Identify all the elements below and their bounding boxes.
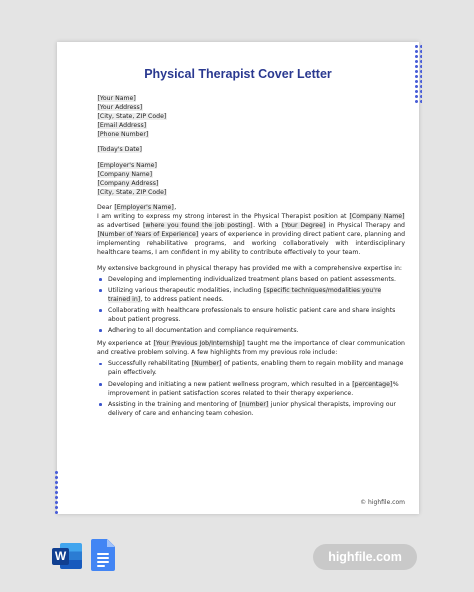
google-docs-icon[interactable] — [91, 539, 115, 571]
sender-city: [City, State, ZIP Code] — [97, 113, 167, 121]
sender-phone: [Phone Number] — [97, 131, 149, 139]
sender-name: [Your Name] — [97, 95, 136, 102]
document-title: Physical Therapist Cover Letter — [144, 67, 332, 81]
recipient-company: [Company Name] — [97, 170, 152, 178]
recipient-name: [Employer's Name] — [97, 161, 157, 169]
list-item: Developing and initiating a new patient wellness program, which resulted in a [percentage]% improvement in patient satisfaction scores related to their therapy experience. — [97, 380, 405, 398]
recipient-city: [City, State, ZIP Code] — [97, 188, 167, 196]
decorative-dots — [414, 44, 422, 104]
sender-address: [Your Address] — [97, 104, 143, 112]
brand-badge[interactable]: highfile.com — [313, 544, 417, 570]
paragraph-intro: I am writing to express my strong interest in the Physical Therapist position at [Company Name] as advertised [where you found the job posting]. With a [Your Degree] in Physical Therapy and [Number of Years of Experience] years of experience in providing direct patient care, planning and implementing rehabilitative programs, and working collaboratively with interdisciplinary healthcare teams, I am confident in my ability to contribute effectively to your team. — [97, 213, 405, 257]
recipient-block — [97, 161, 405, 197]
page-footer: © highfile.com — [360, 499, 405, 506]
list-item: Assisting in the training and mentoring of [number] junior physical therapists, improving our delivery of care and enhancing team cohesion. — [97, 400, 405, 418]
paragraph-experience: My experience at [Your Previous Job/Internship] taught me the importance of clear communication and creative problem solving. A few highlights from my previous role include: — [97, 340, 405, 357]
salutation: Dear [Employer's Name], — [97, 203, 177, 211]
letter-body — [97, 94, 405, 422]
recipient-address: [Company Address] — [97, 179, 159, 187]
highlights-list — [97, 359, 405, 418]
document-page — [57, 42, 419, 514]
list-item: Utilizing various therapeutic modalities, including [specific techniques/modalities you're trained in], to address patient needs. — [97, 286, 405, 304]
decorative-dots — [54, 470, 60, 514]
paragraph-expertise: My extensive background in physical therapy has provided me with a comprehensive expertise in: — [97, 264, 402, 272]
word-icon[interactable]: W — [52, 541, 82, 571]
sender-block — [97, 94, 405, 139]
letter-date: [Today's Date] — [97, 146, 142, 154]
list-item: Developing and implementing individualized treatment plans based on patient assessments. — [97, 275, 405, 284]
expertise-list — [97, 275, 405, 336]
list-item: Adhering to all documentation and compliance requirements. — [97, 326, 405, 335]
list-item: Collaborating with healthcare professionals to ensure holistic patient care and share insights about patient progress. — [97, 306, 405, 324]
sender-email: [Email Address] — [97, 122, 147, 130]
list-item: Successfully rehabilitating [Number] of patients, enabling them to regain mobility and manage pain effectively. — [97, 359, 405, 377]
